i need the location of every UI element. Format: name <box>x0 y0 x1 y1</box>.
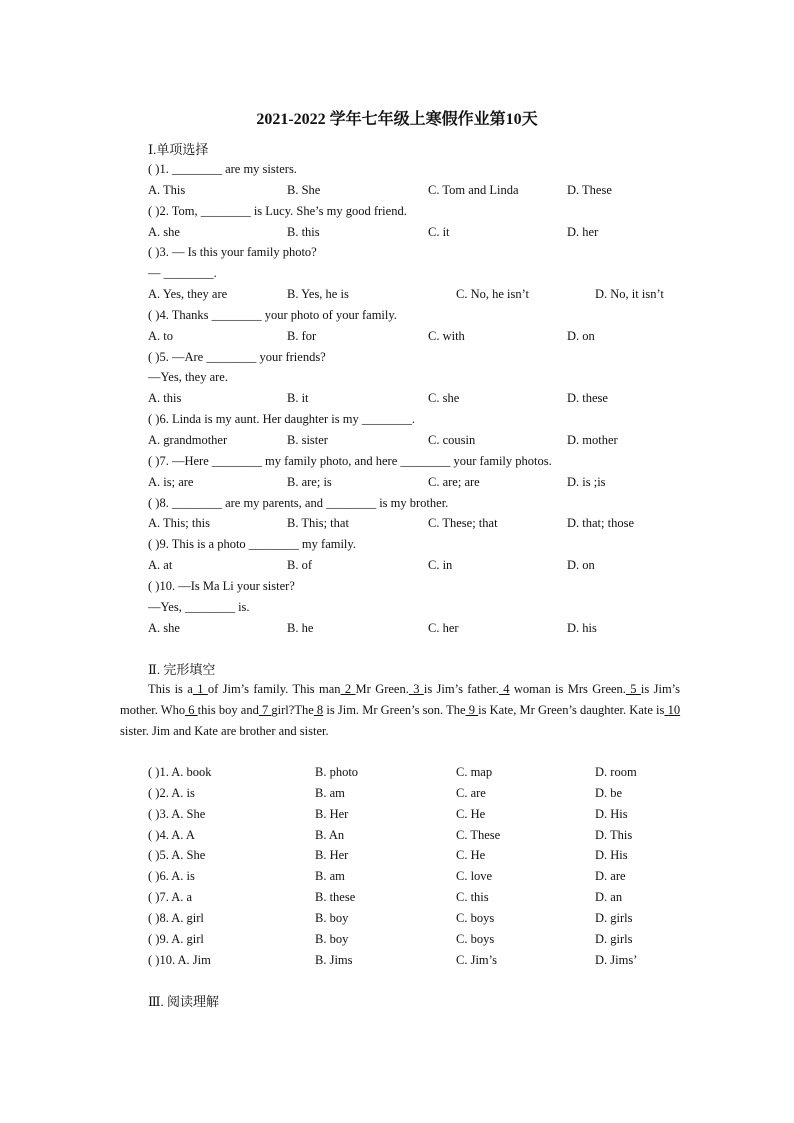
cloze-options-row <box>148 825 708 846</box>
options-row <box>148 618 708 639</box>
option-b: B. of <box>287 558 312 573</box>
blank-5: 5 <box>625 682 641 696</box>
option-b: B. Jims <box>315 952 353 967</box>
option-c: C. are; are <box>428 474 480 489</box>
option-a: ( )8. A. girl <box>148 910 204 925</box>
option-b: B. he <box>287 620 314 635</box>
cloze-options-list <box>148 762 708 970</box>
question-response-line <box>148 597 708 618</box>
options-row <box>148 555 708 576</box>
question <box>148 576 708 597</box>
option-a: ( )3. A. She <box>148 806 206 821</box>
option-b: B. Her <box>315 806 349 821</box>
option-a: A. is; are <box>148 474 194 489</box>
question-response-line <box>148 367 708 388</box>
option-b: B. for <box>287 328 317 343</box>
option-c: C. in <box>428 558 453 573</box>
option-c: C. He <box>456 806 486 821</box>
option-b: B. Her <box>315 848 349 863</box>
section-heading-single-choice: Ⅰ.单项选择 <box>148 142 209 157</box>
question-text: ( )7. —Here ________ my family photo, and here ________ your family photos. <box>148 453 552 468</box>
option-c: C. this <box>456 890 489 905</box>
option-d: D. an <box>595 890 623 905</box>
options-row <box>148 388 708 409</box>
option-c: C. her <box>428 620 459 635</box>
option-d: D. No, it isn’t <box>595 287 664 302</box>
option-b: B. photo <box>315 765 359 779</box>
blank-9: 9 <box>465 702 479 717</box>
option-d: D. His <box>595 806 628 821</box>
option-d: D. be <box>595 785 623 800</box>
passage-text: is Jim’s mother. Who <box>120 682 681 717</box>
cloze-options-row <box>148 950 708 971</box>
question <box>148 305 708 326</box>
option-b: B. this <box>287 224 320 239</box>
option-c: C. These; that <box>428 516 498 531</box>
passage-text: girl?The <box>271 702 314 717</box>
option-c: C. He <box>456 848 486 863</box>
option-c: C. are <box>456 785 486 800</box>
option-d: D. girls <box>595 931 633 946</box>
passage-text: woman is Mrs Green. <box>513 682 626 696</box>
question-response-line <box>148 263 708 284</box>
option-a: ( )10. A. Jim <box>148 952 211 967</box>
option-d: D. his <box>567 620 597 635</box>
option-c: C. boys <box>456 910 495 925</box>
passage-text: is Kate, Mr Green’s daughter. Kate is <box>478 702 665 717</box>
option-a: A. to <box>148 328 173 343</box>
option-d: D. mother <box>567 432 618 447</box>
option-c: C. No, he isn’t <box>456 287 530 302</box>
option-c: C. These <box>456 827 501 842</box>
passage-text: is Jim’s father. <box>423 682 499 696</box>
question-text-line2: — ________. <box>148 266 217 281</box>
cloze-passage <box>120 679 680 741</box>
blank-7: 7 <box>258 702 272 717</box>
option-a: A. Yes, they are <box>148 287 228 302</box>
option-a: ( )6. A. is <box>148 869 195 884</box>
option-a: A. grandmother <box>148 432 228 447</box>
option-b: B. am <box>315 785 345 800</box>
section-heading-cloze: Ⅱ. 完形填空 <box>148 662 216 677</box>
blank-3: 3 <box>408 682 424 696</box>
option-d: D. Jims’ <box>595 952 638 967</box>
cloze-options-row <box>148 908 708 929</box>
options-row <box>148 222 708 243</box>
question-text: ( )4. Thanks ________ your photo of your family. <box>148 307 397 322</box>
question-text: ( )8. ________ are my parents, and ________ is my brother. <box>148 495 449 510</box>
question-text: ( )3. — Is this your family photo? <box>148 245 317 260</box>
option-c: C. it <box>428 224 450 239</box>
cloze-options-row <box>148 783 708 804</box>
option-a: A. at <box>148 558 173 573</box>
option-a: ( )4. A. A <box>148 827 195 842</box>
option-c: C. map <box>456 765 493 779</box>
page-title: 2021-2022 学年七年级上寒假作业第10天 <box>256 111 538 128</box>
options-row <box>148 513 708 534</box>
question <box>148 493 708 514</box>
option-d: D. These <box>567 182 612 197</box>
question-text: ( )9. This is a photo ________ my family. <box>148 537 356 552</box>
option-a: ( )7. A. a <box>148 890 193 905</box>
cloze-options-row <box>148 866 708 887</box>
cloze-options-row <box>148 762 708 783</box>
passage-text: this boy and <box>197 702 259 717</box>
question <box>148 242 708 263</box>
blank-8: 8 <box>313 702 324 717</box>
cloze-options-row <box>148 804 708 825</box>
option-a: A. This; this <box>148 516 210 531</box>
option-c: C. she <box>428 391 460 406</box>
options-row <box>148 326 708 347</box>
option-b: B. Yes, he is <box>287 287 349 302</box>
question <box>148 159 708 180</box>
option-a: ( )9. A. girl <box>148 931 204 946</box>
option-c: C. boys <box>456 931 495 946</box>
option-b: B. An <box>315 827 345 842</box>
option-c: C. with <box>428 328 465 343</box>
question <box>148 201 708 222</box>
blank-2: 2 <box>340 682 356 696</box>
option-a: A. she <box>148 620 180 635</box>
option-b: B. This; that <box>287 516 349 531</box>
option-b: B. these <box>315 890 356 905</box>
options-row <box>148 472 708 493</box>
option-a: A. This <box>148 182 186 197</box>
question-text: ( )10. —Is Ma Li your sister? <box>148 578 295 593</box>
option-d: D. His <box>595 848 628 863</box>
question-text: ( )6. Linda is my aunt. Her daughter is my ________. <box>148 412 415 427</box>
option-c: C. Jim’s <box>456 952 497 967</box>
option-b: B. boy <box>315 931 349 946</box>
blank-1: 1 <box>192 682 208 696</box>
option-a: A. she <box>148 224 180 239</box>
option-c: C. Tom and Linda <box>428 182 519 197</box>
passage-text: of Jim’s family. This man <box>207 682 341 696</box>
option-b: B. it <box>287 391 309 406</box>
options-row <box>148 284 708 305</box>
question <box>148 534 708 555</box>
question-text: ( )5. —Are ________ your friends? <box>148 349 326 364</box>
question <box>148 347 708 368</box>
section-heading-reading: Ⅲ. 阅读理解 <box>148 994 220 1009</box>
passage-text: is Jim. Mr Green’s son. The <box>326 702 466 717</box>
option-a: ( )1. A. book <box>148 765 212 779</box>
cloze-options-row <box>148 887 708 908</box>
option-d: D. girls <box>595 910 633 925</box>
option-d: D. on <box>567 328 595 343</box>
options-row <box>148 180 708 201</box>
question-text-line2: —Yes, they are. <box>148 370 228 385</box>
single-choice-list <box>148 159 708 638</box>
cloze-options-row <box>148 929 708 950</box>
option-d: D. room <box>595 765 637 779</box>
option-b: B. boy <box>315 910 349 925</box>
question-text-line2: —Yes, ________ is. <box>148 599 250 614</box>
option-d: D. that; those <box>567 516 635 531</box>
option-b: B. sister <box>287 432 328 447</box>
passage-text: This is a <box>148 682 193 696</box>
option-d: D. these <box>567 391 608 406</box>
option-d: D. This <box>595 827 633 842</box>
option-b: B. am <box>315 869 345 884</box>
question-text: ( )1. ________ are my sisters. <box>148 162 297 176</box>
blank-6: 6 <box>185 702 198 717</box>
cloze-options-row <box>148 845 708 866</box>
question <box>148 409 708 430</box>
blank-4: 4 <box>498 682 510 696</box>
passage-text: sister. Jim and Kate are brother and sister. <box>120 723 329 738</box>
question <box>148 451 708 472</box>
option-b: B. She <box>287 182 321 197</box>
option-d: D. is ;is <box>567 474 606 489</box>
option-c: C. love <box>456 869 493 884</box>
question-text: ( )2. Tom, ________ is Lucy. She’s my good friend. <box>148 203 407 218</box>
option-d: D. are <box>595 869 626 884</box>
option-a: ( )5. A. She <box>148 848 206 863</box>
option-d: D. her <box>567 224 599 239</box>
passage-text: Mr Green. <box>355 682 409 696</box>
option-a: ( )2. A. is <box>148 785 195 800</box>
option-b: B. are; is <box>287 474 332 489</box>
option-d: D. on <box>567 558 595 573</box>
option-c: C. cousin <box>428 432 476 447</box>
options-row <box>148 430 708 451</box>
option-a: A. this <box>148 391 182 406</box>
blank-10: 10 <box>664 702 681 717</box>
